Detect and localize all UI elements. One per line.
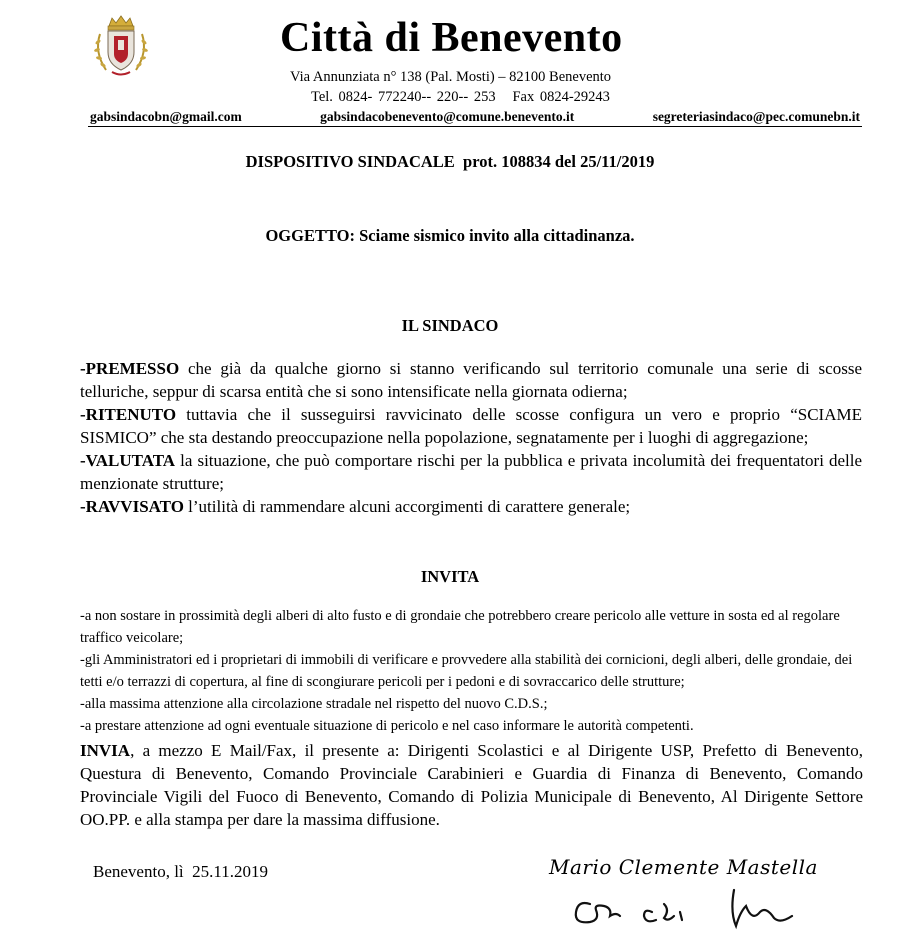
signature-name: Mario Clemente Mastella — [549, 855, 818, 879]
premessa-paragraph — [80, 403, 862, 449]
email-link-pec[interactable]: segreteriasindaco@pec.comunebn.it — [652, 109, 860, 124]
premessa-paragraph — [80, 495, 862, 518]
premessa-keyword: -PREMESSO — [80, 359, 180, 378]
email-link-gmail[interactable]: gabsindacobn@gmail.com — [90, 109, 242, 124]
premessa-paragraph — [80, 449, 862, 495]
list-item: -a prestare attenzione ad ogni eventuale situazione di pericolo e nel caso informare le autorità competenti. — [80, 718, 694, 734]
list-item: -alla massima attenzione alla circolazione stradale nel rispetto del nuovo C.D.S.; — [80, 696, 548, 712]
premessa-keyword: -VALUTATA — [80, 451, 176, 470]
header-phone-fax: Tel. 0824- 772240-- 220-- 253 Fax 0824-29243 — [311, 89, 610, 105]
list-item: -a non sostare in prossimità degli alberi di alto fusto e di grondaie che potrebbero creare pericolo alle vetture in sosta ed al regolare traffico veicolare; — [80, 608, 840, 646]
invia-paragraph — [80, 739, 863, 831]
place-date: Benevento, lì 25.11.2019 — [93, 862, 269, 881]
inviti-list — [80, 605, 870, 737]
premessa-text: tuttavia che il susseguirsi ravvicinato delle scosse configura un vero e proprio “SCIAME SISMICO” che sta destando preoccupazione nella popolazione, segnatamente per i luoghi di aggregazione; — [80, 405, 862, 447]
oggetto-heading: OGGETTO: Sciame sismico invito alla cittadinanza. — [265, 226, 635, 245]
premessa-text: che già da qualche giorno si stanno verificando sul territorio comunale una serie di scosse telluriche, seppur di scarsa entità che si sono intensificate nella giornata odierna; — [80, 359, 862, 401]
header-divider — [88, 126, 862, 127]
invia-keyword: INVIA — [80, 741, 131, 760]
handwritten-signature-icon — [560, 882, 820, 942]
premessa-paragraph — [80, 357, 862, 403]
list-item: -gli Amministratori ed i proprietari di immobili di verificare e provvedere alla stabilità dei cornicioni, degli alberi, delle grondaie, dei tetti e/o terrazzi di copertura, al fine di scongiurare pericoli per i pedoni e di sovraccarico delle strutture; — [80, 652, 853, 690]
premessa-text: la situazione, che può comportare rischi per la pubblica e privata incolumità dei frequentatori delle menzionate strutture; — [80, 451, 862, 493]
header-emails — [90, 108, 860, 126]
email-link-comune[interactable]: gabsindacobenevento@comune.benevento.it — [320, 109, 575, 124]
header-address: Via Annunziata n° 138 (Pal. Mosti) – 82100 Benevento — [290, 69, 612, 85]
page-title: Città di Benevento — [280, 15, 623, 61]
invita-heading: INVITA — [420, 567, 480, 586]
premessa-keyword: -RAVVISATO — [80, 497, 184, 516]
coat-of-arms-icon — [92, 14, 150, 80]
premessa-text: l’utilità di rammendare alcuni accorgimenti di carattere generale; — [183, 497, 631, 516]
premessa-keyword: -RITENUTO — [80, 405, 177, 424]
il-sindaco-heading: IL SINDACO — [401, 316, 499, 335]
premesse-section — [80, 357, 862, 518]
invia-text: , a mezzo E Mail/Fax, il presente a: Dirigenti Scolastici e al Dirigente USP, Prefetto di Benevento, Questura di Benevento, Comando Provinciale Carabinieri e Guardia di Finanza di Benevento, Comando Provinciale Vigili del Fuoco di Benevento, Comando di Polizia Municipale di Benevento, Al Dirigente Settore OO.PP. e alla stampa per dare la massima diffusione. — [80, 741, 863, 829]
dispositivo-heading: DISPOSITIVO SINDACALE prot. 108834 del 25/11/2019 — [245, 152, 655, 171]
